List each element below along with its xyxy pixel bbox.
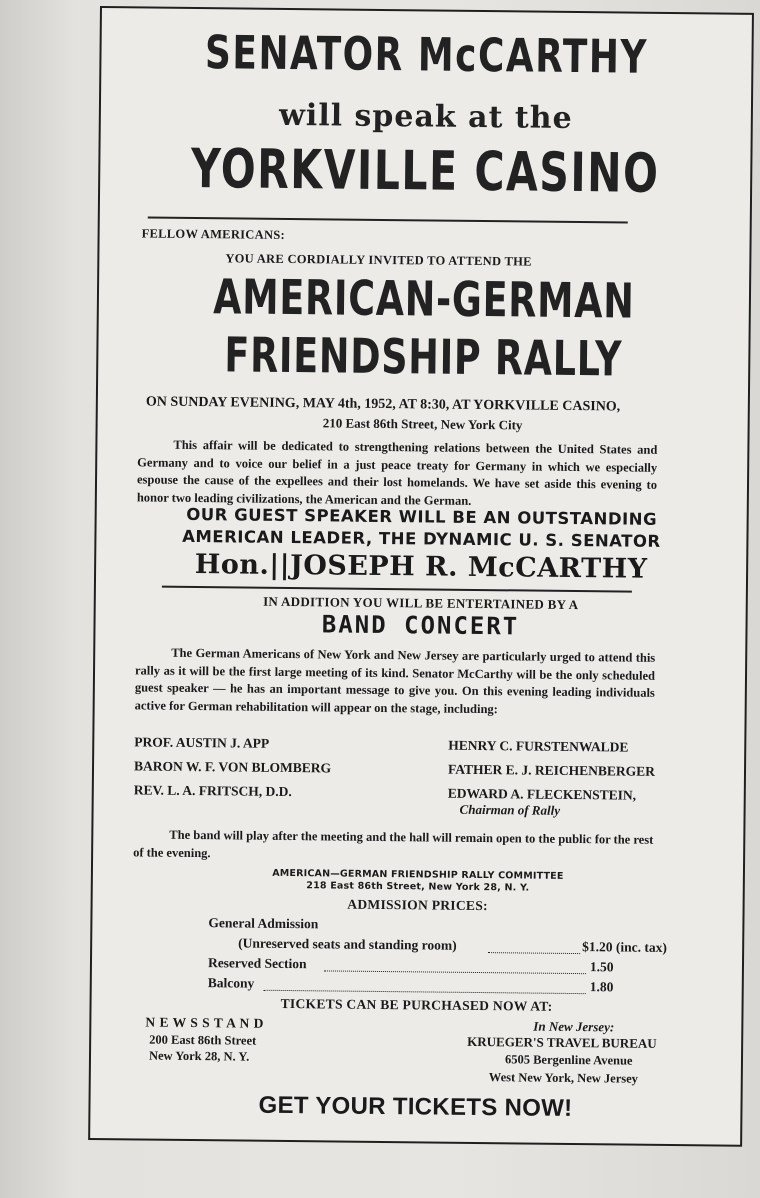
tickets-heading: TICKETS CAN BE PURCHASED NOW AT: <box>280 995 553 1014</box>
krueger-travel-bureau: KRUEGER'S TRAVEL BUREAU <box>467 1033 657 1051</box>
newsstand-street: 200 East 86th Street <box>149 1032 257 1048</box>
speaker-left-2: BARON W. F. VON BLOMBERG <box>133 758 332 776</box>
intro-paragraph: This affair will be dedicated to strengthening relations between the United States and Germany and to voice our belief in a just peace treaty for Germany in which we especially espouse the cause of the expellees and their lost homelands. We have set aside this evening to honor two leading civilizations, the American and the German. <box>136 437 658 508</box>
get-tickets-cta: GET YOUR TICKETS NOW! <box>258 1091 573 1123</box>
speaker-left-1: PROF. AUSTIN J. APP <box>134 734 270 751</box>
salutation: FELLOW AMERICANS: <box>141 226 286 242</box>
headline-casino: YORKVILLE CASINO <box>190 136 660 205</box>
invitation-line: YOU ARE CORDIALLY INVITED TO ATTEND THE <box>225 251 532 269</box>
event-address-line: 210 East 86th Street, New York City <box>322 415 523 433</box>
band-concert-title: BAND CONCERT <box>321 610 520 641</box>
main-paragraph: The German Americans of New York and New Jersey are particularly urged to attend this rally as it will be the first large meeting of its kind. Senator McCarthy will be the only scheduled guest speaker — he has an important message to give you. On this evening leading individuals active for German rehabilitation will appear on the stage, including: <box>134 645 656 716</box>
speaker-right-2: FATHER E. J. REICHENBERGER <box>447 761 656 779</box>
committee-name: AMERICAN—GERMAN FRIENDSHIP RALLY COMMITTEE <box>272 867 564 882</box>
closing-paragraph: The band will play after the meeting and the hall will remain open to the public for the rest of the evening. <box>133 827 654 860</box>
newsstand-city: New York 28, N. Y. <box>148 1048 250 1064</box>
headline-senator: SENATOR McCARTHY <box>204 25 649 84</box>
guest-speaker-line1: OUR GUEST SPEAKER WILL BE AN OUTSTANDING <box>186 504 658 529</box>
unreserved-label: (Unreserved seats and standing room) <box>238 935 457 953</box>
general-admission-label: General Admission <box>208 915 319 932</box>
admission-prices-heading: ADMISSION PRICES: <box>347 896 488 914</box>
rally-title-line1: AMERICAN-GERMAN <box>213 269 635 330</box>
reserved-price: 1.50 <box>589 959 614 975</box>
headline-rule <box>148 217 628 224</box>
unreserved-leader <box>488 952 580 954</box>
rally-poster <box>88 6 754 1147</box>
speaker-right-1: HENRY C. FURSTENWALDE <box>448 737 629 755</box>
rally-title-line2: FRIENDSHIP RALLY <box>224 327 623 388</box>
reserved-label: Reserved Section <box>207 955 307 972</box>
balcony-price: 1.80 <box>589 979 614 995</box>
speaker-left-3: REV. L. A. FRITSCH, D.D. <box>133 782 292 800</box>
krueger-city: West New York, New Jersey <box>488 1070 639 1086</box>
speaker-rule <box>162 586 632 593</box>
balcony-label: Balcony <box>207 975 255 991</box>
event-date-line: ON SUNDAY EVENING, MAY 4th, 1952, AT 8:30, AT YORKVILLE CASINO, <box>145 394 621 415</box>
reserved-leader <box>324 970 586 974</box>
guest-speaker-line2: AMERICAN LEADER, THE DYNAMIC U. S. SENATOR <box>182 526 661 551</box>
krueger-street: 6505 Bergenline Avenue <box>504 1052 633 1068</box>
guest-speaker-name: Hon.||JOSEPH R. McCARTHY <box>194 549 648 585</box>
speaker-right-3: EDWARD A. FLECKENSTEIN, <box>447 785 637 803</box>
newsstand-title: N E W S S T A N D <box>145 1014 264 1031</box>
headline-will-speak: will speak at the <box>278 97 573 136</box>
chairman-title: Chairman of Rally <box>459 801 561 818</box>
band-intro: IN ADDITION YOU WILL BE ENTERTAINED BY A <box>263 593 579 613</box>
unreserved-price: $1.20 (inc. tax) <box>582 939 668 955</box>
new-jersey-heading: In New Jersey: <box>533 1018 615 1035</box>
balcony-leader <box>264 990 586 994</box>
committee-address: 218 East 86th Street, New York 28, N. Y. <box>306 880 530 894</box>
